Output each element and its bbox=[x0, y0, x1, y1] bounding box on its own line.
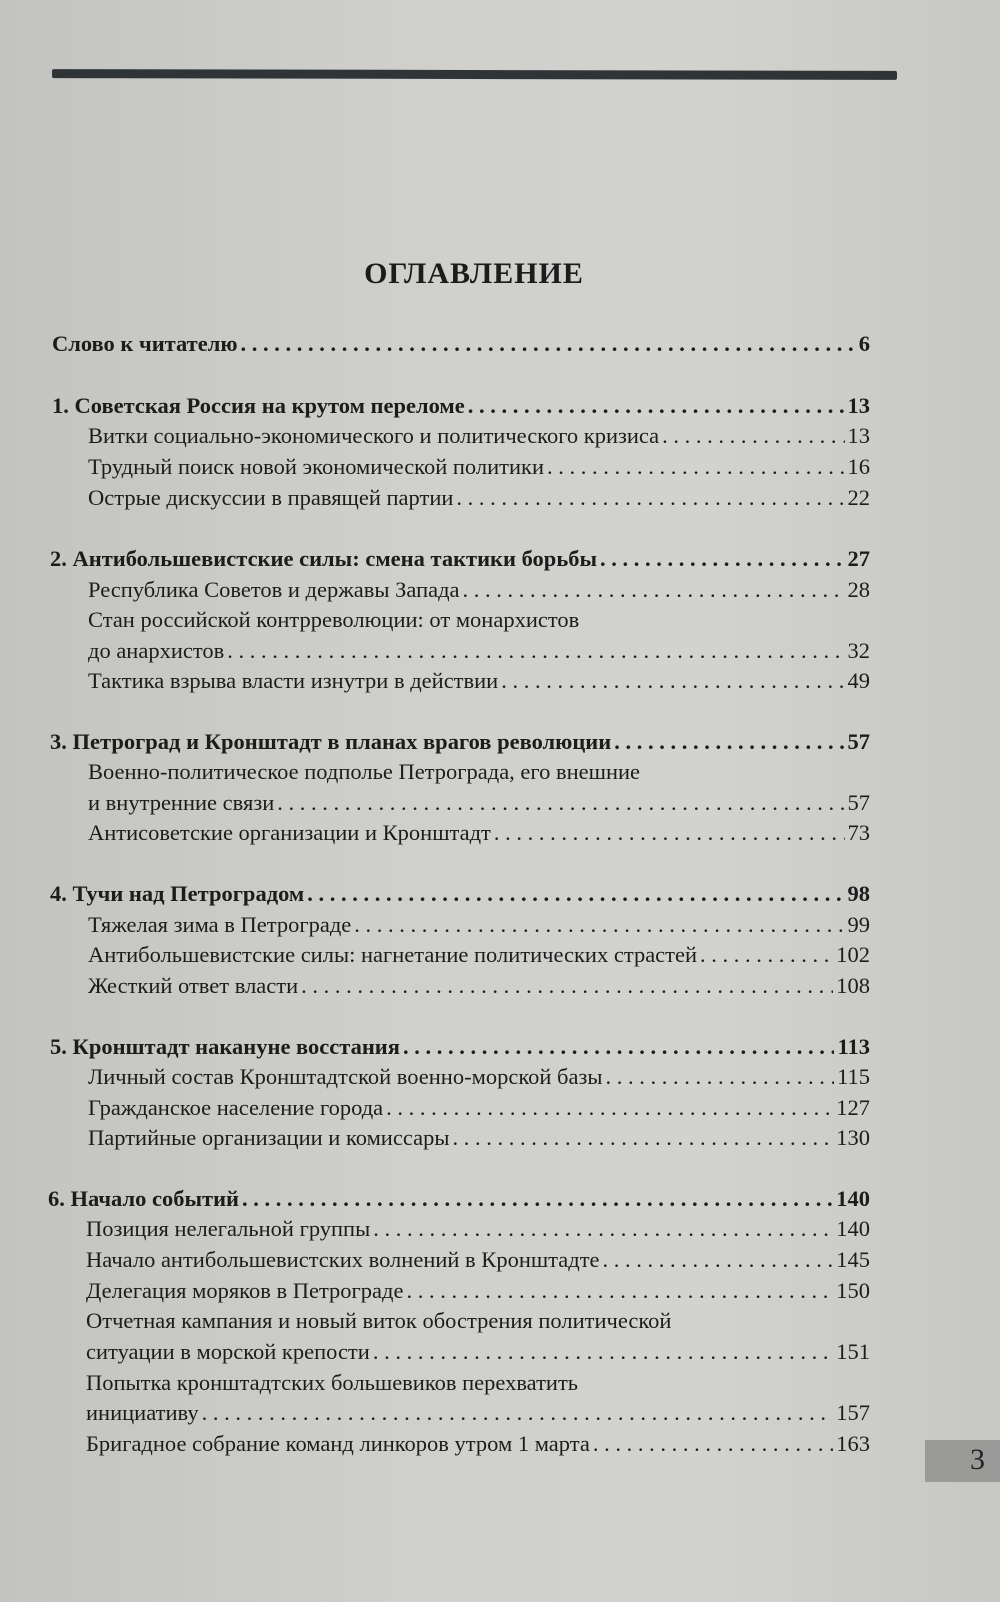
leader-dots bbox=[603, 1245, 834, 1275]
toc-chapter-title: 2. Антибольшевистские силы: смена тактики борьбы bbox=[50, 546, 598, 571]
leader-dots bbox=[547, 452, 845, 482]
leader-dots bbox=[614, 727, 844, 757]
toc-section-title: Трудный поиск новой экономической политики bbox=[88, 454, 544, 479]
toc-section bbox=[88, 971, 870, 1001]
leader-dots bbox=[202, 1398, 834, 1428]
toc-section bbox=[86, 1245, 870, 1275]
leader-dots bbox=[700, 940, 833, 970]
toc-section-page: 16 bbox=[847, 454, 870, 479]
toc-section-page: 49 bbox=[847, 668, 870, 693]
toc-section-page: 115 bbox=[837, 1064, 870, 1089]
toc-section-title: инициативу bbox=[86, 1400, 199, 1425]
toc-section-page: 13 bbox=[847, 423, 870, 448]
toc-section-page: 140 bbox=[836, 1216, 870, 1241]
toc-section bbox=[88, 421, 870, 451]
toc-section-title: Антисоветские организации и Кронштадт bbox=[88, 820, 491, 845]
toc-preface bbox=[52, 329, 870, 359]
toc-section bbox=[86, 1276, 870, 1306]
toc-section bbox=[88, 940, 870, 970]
toc-chapter-1 bbox=[52, 391, 870, 421]
toc-chapter-title: 3. Петроград и Кронштадт в планах врагов революции bbox=[50, 729, 612, 754]
leader-dots bbox=[403, 1032, 835, 1062]
toc-section-line: Военно-политическое подполье Петрограда, его внешние bbox=[88, 759, 641, 784]
toc-section-title: Личный состав Кронштадтской военно-морской базы bbox=[88, 1064, 603, 1089]
toc-section-title: Начало антибольшевистских волнений в Кронштадте bbox=[86, 1247, 600, 1272]
toc-chapter-title: 1. Советская Россия на крутом переломе bbox=[52, 393, 465, 418]
toc-section bbox=[88, 1093, 870, 1123]
leader-dots bbox=[605, 1062, 834, 1092]
toc-section bbox=[86, 1398, 870, 1428]
toc-chapter-page: 113 bbox=[837, 1034, 870, 1059]
toc-section-page: 22 bbox=[847, 485, 870, 510]
toc-chapter-2 bbox=[50, 544, 870, 574]
toc-section-page: 99 bbox=[847, 912, 870, 937]
toc-section bbox=[86, 1429, 870, 1459]
leader-dots bbox=[456, 483, 844, 513]
toc-chapter-title: 5. Кронштадт накануне восстания bbox=[50, 1034, 400, 1059]
toc-section-line: Стан российской контрреволюции: от монархистов bbox=[88, 607, 580, 632]
toc-section-title: и внутренние связи bbox=[88, 790, 275, 815]
toc-section-line: Попытка кронштадтских большевиков перехватить bbox=[86, 1370, 579, 1395]
toc-section bbox=[88, 575, 870, 605]
leader-dots bbox=[463, 575, 845, 605]
toc-section-page: 57 bbox=[847, 790, 870, 815]
toc-chapter-page: 98 bbox=[847, 881, 870, 906]
toc-section-page: 145 bbox=[836, 1247, 870, 1272]
page-title: ОГЛАВЛЕНИЕ bbox=[364, 257, 584, 290]
toc-chapter-page: 140 bbox=[836, 1186, 870, 1211]
leader-dots bbox=[373, 1337, 833, 1367]
toc-section bbox=[88, 483, 870, 513]
toc-section-title: Партийные организации и комиссары bbox=[88, 1125, 450, 1150]
toc-section-page: 73 bbox=[847, 820, 870, 845]
toc-chapter-page: 57 bbox=[847, 729, 870, 754]
toc-section-page: 108 bbox=[836, 973, 870, 998]
toc-section-title: Витки социально-экономического и политического кризиса bbox=[88, 423, 660, 448]
leader-dots bbox=[242, 1184, 833, 1214]
toc-section-page: 163 bbox=[836, 1431, 870, 1456]
toc-chapter-title: 4. Тучи над Петроградом bbox=[50, 881, 305, 906]
toc-section-page: 102 bbox=[836, 942, 870, 967]
toc-section-page: 150 bbox=[836, 1278, 870, 1303]
toc-chapter-3 bbox=[50, 727, 870, 757]
toc-chapter-5 bbox=[50, 1032, 870, 1062]
leader-dots bbox=[277, 788, 844, 818]
leader-dots bbox=[662, 421, 844, 451]
leader-dots bbox=[406, 1276, 833, 1306]
toc-section-title: до анархистов bbox=[88, 638, 225, 663]
toc-entry-page: 6 bbox=[858, 331, 870, 356]
toc-section bbox=[88, 818, 870, 848]
toc-section-title: Республика Советов и державы Запада bbox=[88, 577, 460, 602]
leader-dots bbox=[600, 544, 844, 574]
leader-dots bbox=[227, 636, 844, 666]
toc-chapter-4 bbox=[50, 879, 870, 909]
toc-section bbox=[88, 1062, 870, 1092]
toc-section-page: 127 bbox=[836, 1095, 870, 1120]
toc-section bbox=[88, 788, 870, 818]
toc-section-title: Делегация моряков в Петрограде bbox=[86, 1278, 404, 1303]
toc-section bbox=[88, 452, 870, 482]
leader-dots bbox=[373, 1214, 833, 1244]
toc-section-title: Бригадное собрание команд линкоров утром 1 марта bbox=[86, 1431, 590, 1456]
toc-entry-title: Слово к читателю bbox=[52, 331, 238, 356]
toc-section-page: 28 bbox=[847, 577, 870, 602]
toc-section-line: Отчетная кампания и новый виток обострения политической bbox=[86, 1308, 672, 1333]
leader-dots bbox=[301, 971, 833, 1001]
page-number: 3 bbox=[970, 1443, 985, 1476]
toc-section-title: Острые дискуссии в правящей партии bbox=[88, 485, 454, 510]
leader-dots bbox=[452, 1123, 833, 1153]
toc-section-page: 157 bbox=[836, 1400, 870, 1425]
toc-section bbox=[86, 1214, 870, 1244]
toc-section bbox=[88, 910, 870, 940]
toc-chapter-title: 6. Начало событий bbox=[48, 1186, 240, 1211]
toc-section-title: Жесткий ответ власти bbox=[88, 973, 299, 998]
page-number-tab bbox=[925, 1440, 1000, 1482]
toc-chapter-page: 13 bbox=[847, 393, 870, 418]
toc-chapter-page: 27 bbox=[847, 546, 870, 571]
leader-dots bbox=[386, 1093, 833, 1123]
toc-section-title: Антибольшевистские силы: нагнетание политических страстей bbox=[88, 942, 698, 967]
toc-section bbox=[88, 636, 870, 666]
toc-section bbox=[86, 1337, 870, 1367]
leader-dots bbox=[468, 391, 845, 421]
leader-dots bbox=[354, 910, 844, 940]
toc-section-title: Тяжелая зима в Петрограде bbox=[88, 912, 352, 937]
leader-dots bbox=[494, 818, 845, 848]
toc-section-page: 151 bbox=[836, 1339, 870, 1364]
leader-dots bbox=[307, 879, 844, 909]
toc-section-page: 130 bbox=[836, 1125, 870, 1150]
toc-section bbox=[88, 666, 870, 696]
toc-section-title: Позиция нелегальной группы bbox=[86, 1216, 371, 1241]
toc-section-page: 32 bbox=[847, 638, 870, 663]
toc-chapter-6 bbox=[48, 1184, 870, 1214]
leader-dots bbox=[241, 329, 856, 359]
toc-section-title: Гражданское население города bbox=[88, 1095, 384, 1120]
toc-section-title: Тактика взрыва власти изнутри в действии bbox=[88, 668, 499, 693]
toc-section bbox=[88, 1123, 870, 1153]
leader-dots bbox=[501, 666, 844, 696]
toc-section-title: ситуации в морской крепости bbox=[86, 1339, 370, 1364]
leader-dots bbox=[593, 1429, 833, 1459]
